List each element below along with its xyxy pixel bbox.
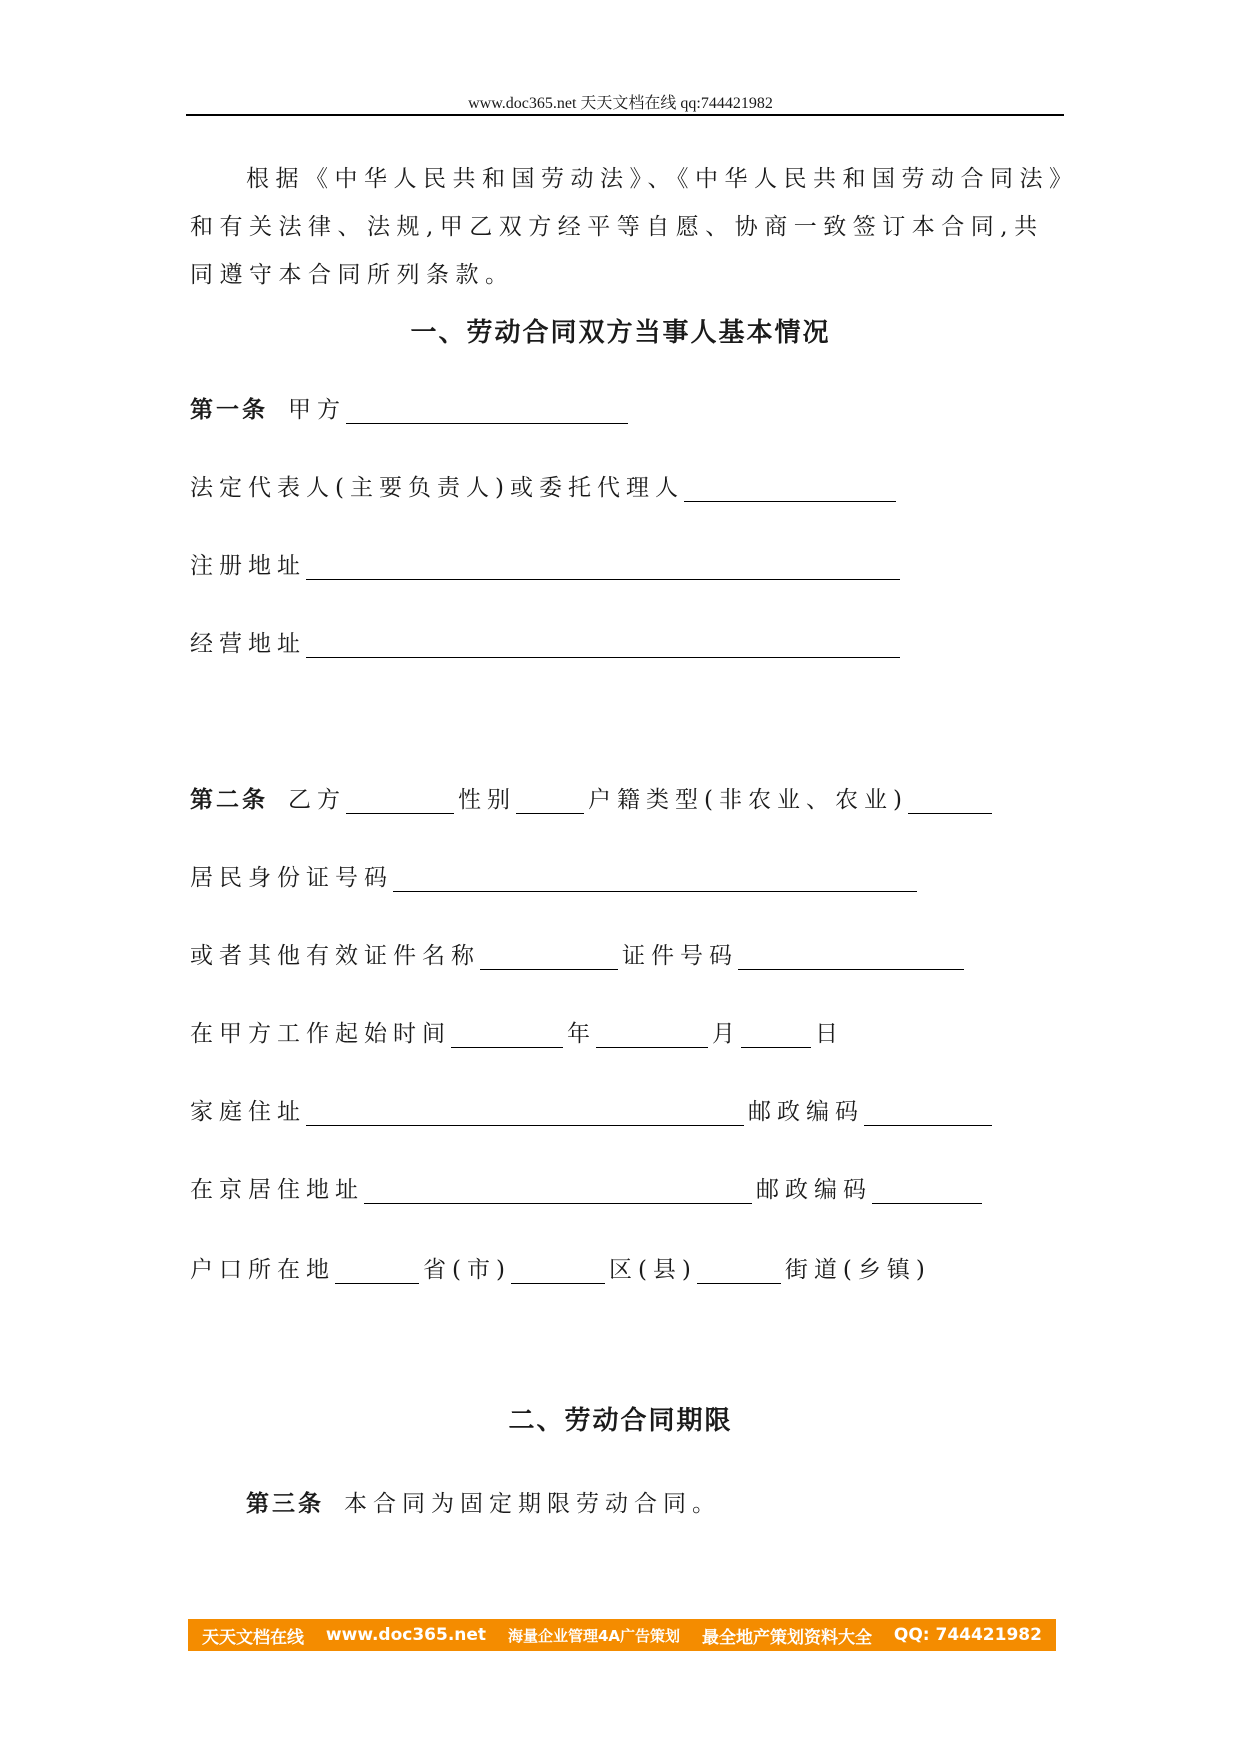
hukou-type-blank[interactable] bbox=[908, 787, 992, 814]
id-number-blank[interactable] bbox=[393, 865, 917, 892]
other-id-line bbox=[190, 934, 968, 970]
month-blank[interactable] bbox=[596, 1021, 708, 1048]
party-a-label: 甲方 bbox=[288, 397, 346, 423]
other-id-name-label: 或者其他有效证件名称 bbox=[190, 943, 480, 969]
article3-label: 第三条 bbox=[246, 1491, 324, 1517]
header-divider bbox=[186, 114, 1064, 116]
postcode1-label: 邮政编码 bbox=[748, 1099, 864, 1125]
op-address-line bbox=[190, 622, 904, 658]
footer-site-name: 天天文档在线 bbox=[202, 1627, 304, 1648]
other-id-name-blank[interactable] bbox=[480, 943, 618, 970]
id-number-line bbox=[190, 856, 921, 892]
id-no-blank[interactable] bbox=[738, 943, 964, 970]
footer-url[interactable]: www.doc365.net bbox=[325, 1625, 487, 1645]
gender-label: 性别 bbox=[458, 787, 516, 813]
street-blank[interactable] bbox=[697, 1257, 781, 1284]
beijing-address-blank[interactable] bbox=[364, 1177, 752, 1204]
footer-slogan-1: 海量企业管理4A广告策划 bbox=[507, 1626, 681, 1645]
postcode2-blank[interactable] bbox=[872, 1177, 982, 1204]
start-time-line bbox=[190, 1012, 844, 1048]
id-number-label: 居民身份证号码 bbox=[190, 865, 393, 891]
footer-qq: QQ: 744421982 bbox=[893, 1625, 1042, 1645]
home-address-line bbox=[190, 1090, 996, 1126]
op-address-blank[interactable] bbox=[306, 631, 900, 658]
article3-line bbox=[246, 1482, 721, 1518]
section-heading-1: 一、劳动合同双方当事人基本情况 bbox=[410, 318, 831, 348]
district-blank[interactable] bbox=[511, 1257, 605, 1284]
reg-address-blank[interactable] bbox=[306, 553, 900, 580]
province-blank[interactable] bbox=[335, 1257, 419, 1284]
year-blank[interactable] bbox=[451, 1021, 563, 1048]
article1-label: 第一条 bbox=[190, 397, 268, 423]
legal-rep-label: 法定代表人(主要负责人)或委托代理人 bbox=[190, 475, 684, 501]
province-label: 省(市) bbox=[423, 1257, 511, 1283]
hukou-location-label: 户口所在地 bbox=[190, 1257, 335, 1283]
legal-rep-blank[interactable] bbox=[684, 475, 896, 502]
gender-blank[interactable] bbox=[516, 787, 584, 814]
postcode2-label: 邮政编码 bbox=[756, 1177, 872, 1203]
article2-party-b-line bbox=[190, 778, 996, 814]
day-blank[interactable] bbox=[741, 1021, 811, 1048]
article3-text: 本合同为固定期限劳动合同。 bbox=[344, 1491, 721, 1517]
intro-paragraph: 根据《中华人民共和国劳动法》、《中华人民共和国劳动合同法》和有关法律、法规,甲乙双方经平等自愿、协商一致签订本合同,共同遵守本合同所列条款。 bbox=[190, 166, 1067, 288]
beijing-address-line bbox=[190, 1168, 986, 1204]
op-address-label: 经营地址 bbox=[190, 631, 306, 657]
party-b-label: 乙方 bbox=[288, 787, 346, 813]
footer-banner[interactable] bbox=[188, 1619, 1056, 1651]
home-address-label: 家庭住址 bbox=[190, 1099, 306, 1125]
postcode1-blank[interactable] bbox=[864, 1099, 992, 1126]
day-label: 日 bbox=[815, 1021, 844, 1047]
beijing-address-label: 在京居住地址 bbox=[190, 1177, 364, 1203]
party-b-blank[interactable] bbox=[346, 787, 454, 814]
reg-address-line bbox=[190, 544, 904, 580]
id-no-label: 证件号码 bbox=[622, 943, 738, 969]
party-a-blank[interactable] bbox=[346, 397, 628, 424]
article1-party-a-line bbox=[190, 388, 632, 424]
home-address-blank[interactable] bbox=[306, 1099, 744, 1126]
start-time-label: 在甲方工作起始时间 bbox=[190, 1021, 451, 1047]
legal-rep-line bbox=[190, 466, 900, 502]
reg-address-label: 注册地址 bbox=[190, 553, 306, 579]
page-header: www.doc365.net 天天文档在线 qq:744421982 bbox=[468, 95, 773, 112]
section-heading-2: 二、劳动合同期限 bbox=[508, 1406, 733, 1436]
year-label: 年 bbox=[567, 1021, 596, 1047]
footer-slogan-2: 最全地产策划资料大全 bbox=[701, 1627, 872, 1648]
street-label: 街道(乡镇) bbox=[784, 1257, 931, 1283]
hukou-location-line bbox=[190, 1248, 931, 1284]
month-label: 月 bbox=[712, 1021, 741, 1047]
district-label: 区(县) bbox=[608, 1257, 697, 1283]
hukou-type-label: 户籍类型(非农业、农业) bbox=[588, 787, 908, 813]
article2-label: 第二条 bbox=[190, 787, 268, 813]
